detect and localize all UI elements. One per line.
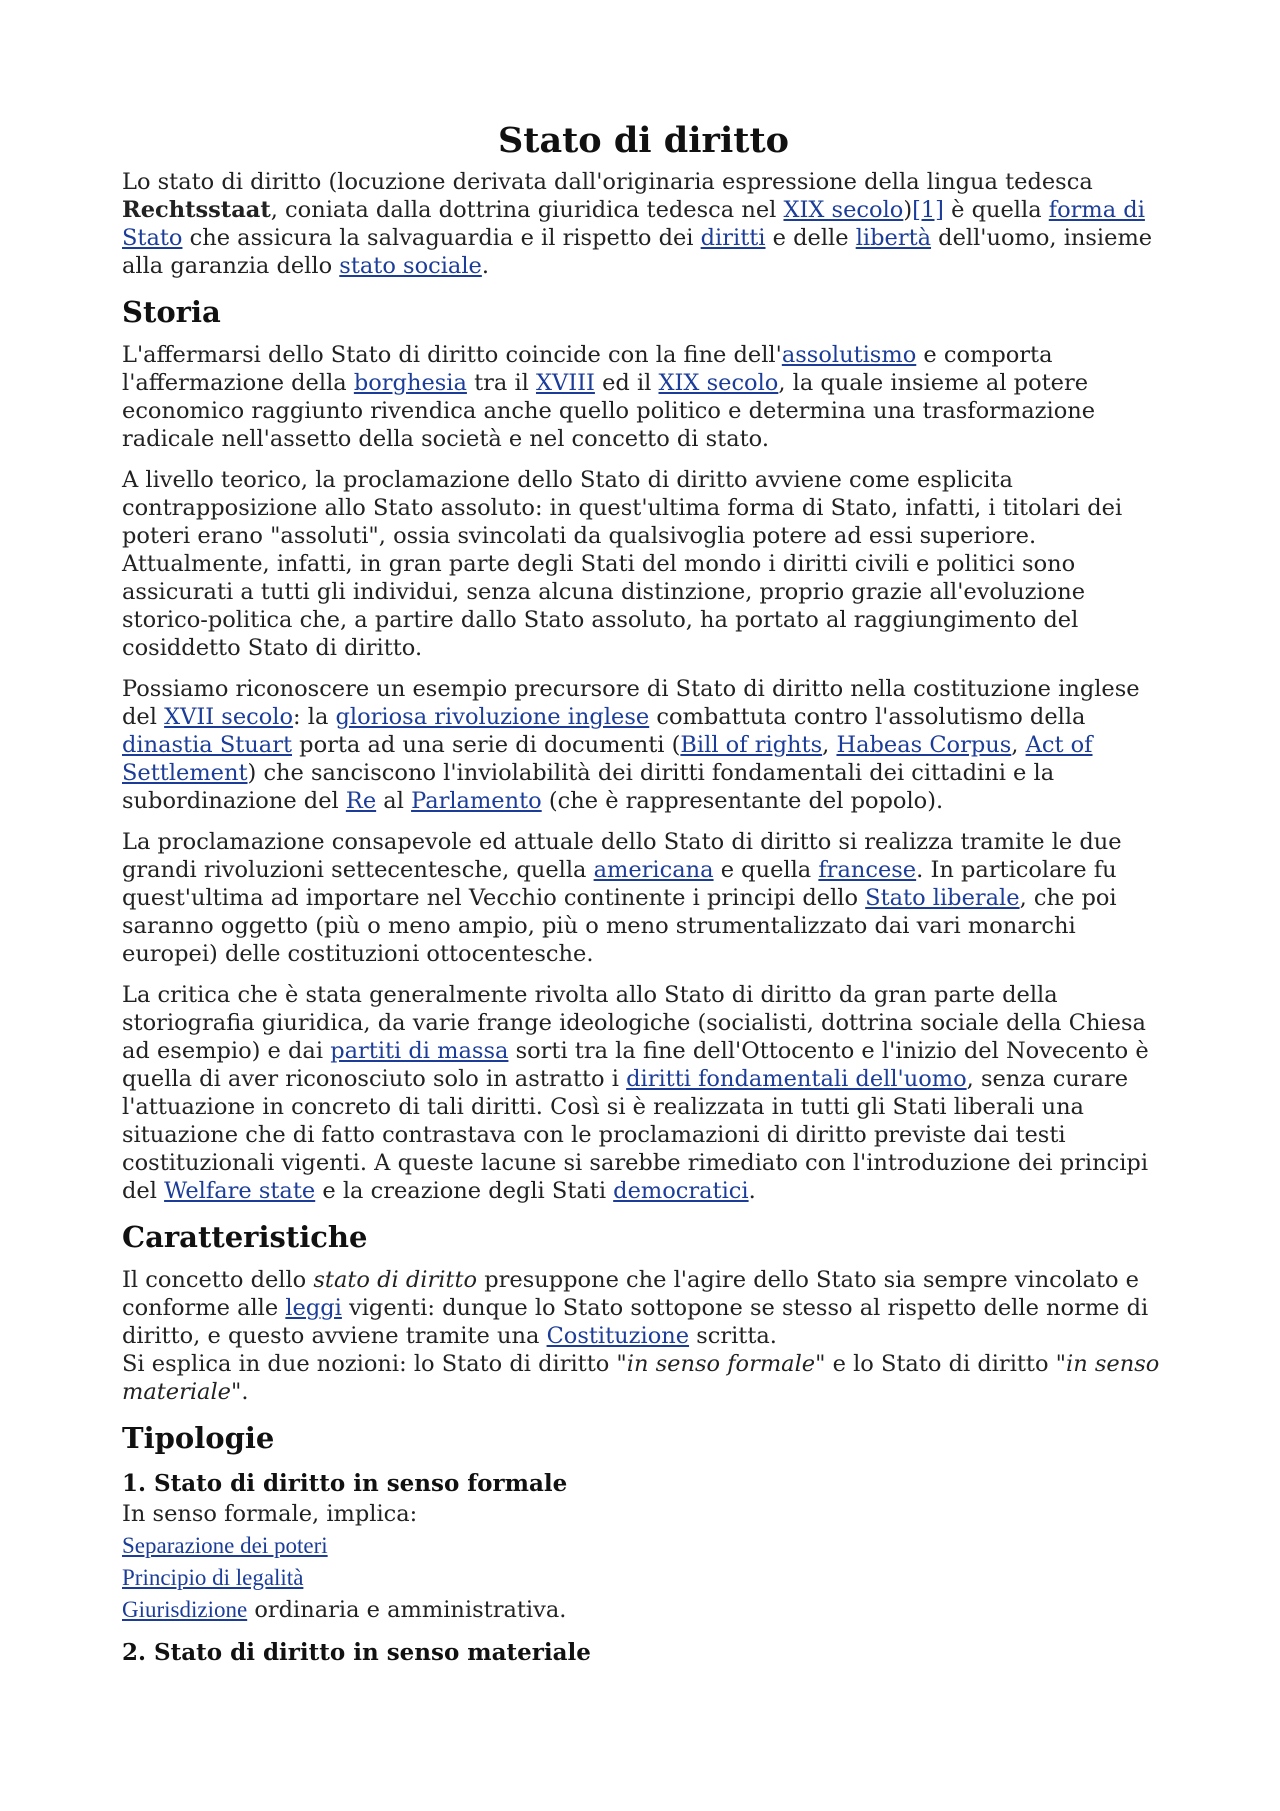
link-principio-di-legalita[interactable]: Principio di legalità (122, 1565, 304, 1590)
link-dinastia-stuart[interactable]: dinastia Stuart (122, 732, 293, 758)
link-costituzione[interactable]: Costituzione (546, 1323, 690, 1349)
link-welfare-state[interactable]: Welfare state (164, 1178, 316, 1204)
list-item (122, 1562, 1165, 1594)
link-xix-secolo[interactable]: XIX secolo (783, 197, 904, 223)
storia-paragraph-4: La proclamazione consapevole ed attuale dello Stato di diritto si realizza tramite le due grandi rivoluzioni settecentesche, quella americana e quella francese. In particolare fu quest'ultima ad importare nel Vecchio continente i principi dello Stato liberale, che poi saranno oggetto (più o meno ampio, più o meno strumentalizzato dai vari monarchi europei) delle costituzioni ottocentesche. (122, 829, 1122, 967)
senso-formale-intro: In senso formale, implica: (122, 1501, 418, 1527)
subheading-senso-materiale: 2. Stato di diritto in senso materiale (122, 1639, 591, 1666)
storia-paragraph-3: Possiamo riconoscere un esempio precursore di Stato di diritto nella costituzione inglese del XVII secolo: la gloriosa rivoluzione inglese combattuta contro l'assolutismo della dinastia Stuart porta ad una serie di documenti (Bill of rights, Habeas Corpus, Act of Settlement) che sanciscono l'inviolabilità dei diritti fondamentali dei cittadini e la subordinazione del Re al Parlamento (che è rappresentante del popolo). (122, 676, 1140, 814)
caratteristiche-paragraph: Il concetto dello stato di diritto presuppone che l'agire dello Stato sia sempre vincolato e conforme alle leggi vigenti: dunque lo Stato sottopone se stesso al rispetto delle norme di diritto, e questo avviene tramite una Costituzione scritta. Si esplica in due nozioni: lo Stato di diritto "in senso formale" e lo Stato di diritto "in senso materiale". (122, 1267, 1160, 1405)
link-parlamento[interactable]: Parlamento (411, 788, 542, 814)
link-re[interactable]: Re (345, 788, 377, 814)
link-borghesia[interactable]: borghesia (353, 370, 467, 396)
link-forma-di-stato[interactable]: forma di Stato (122, 197, 1145, 251)
rechtsstaat-term: Rechtsstaat (122, 197, 271, 223)
link-xviii[interactable]: XVIII (535, 370, 595, 396)
link-stato-sociale[interactable]: stato sociale (339, 253, 482, 279)
link-francese[interactable]: francese (818, 857, 917, 883)
section-heading-caratteristiche: Caratteristiche (122, 1220, 368, 1254)
link-giurisdizione[interactable]: Giurisdizione (122, 1597, 248, 1622)
intro-paragraph: Lo stato di diritto (locuzione derivata dall'originaria espressione della lingua tedesca Rechtsstaat, coniata dalla dottrina giuridica tedesca nel XIX secolo)[1] è quella forma di Stato che assicura la salvaguardia e il rispetto dei diritti e delle libertà dell'uomo, insieme alla garanzia dello stato sociale. (122, 169, 1153, 279)
link-act-of-settlement[interactable]: Act of Settlement (122, 732, 1093, 786)
subheading-senso-formale: 1. Stato di diritto in senso formale (122, 1470, 568, 1497)
storia-paragraph-5: La critica che è stata generalmente rivolta allo Stato di diritto da gran parte della storiografia giuridica, da varie frange ideologiche (socialisti, dottrina sociale della Chiesa ad esempio) e dai partiti di massa sorti tra la fine dell'Ottocento e l'inizio del Novecento è quella di aver riconosciuto solo in astratto i diritti fondamentali dell'uomo, senza curare l'attuazione in concreto di tali diritti. Così si è realizzata in tutti gli Stati liberali una situazione che di fatto contrastava con le proclamazioni di diritto previste dai testi costituzionali vigenti. A queste lacune si sarebbe rimediato con l'introduzione dei principi del Welfare state e la creazione degli Stati democratici. (122, 982, 1149, 1204)
link-americana[interactable]: americana (593, 857, 714, 883)
section-heading-storia: Storia (122, 295, 221, 329)
reference-1-link[interactable]: [1] (912, 197, 944, 223)
link-gloriosa-rivoluzione[interactable]: gloriosa rivoluzione inglese (335, 704, 650, 730)
link-leggi[interactable]: leggi (285, 1295, 342, 1321)
storia-paragraph-2: A livello teorico, la proclamazione dello Stato di diritto avviene come esplicita contrapposizione allo Stato assoluto: in quest'ultima forma di Stato, infatti, i titolari dei poteri erano "assoluti", ossia svincolati da qualsivoglia potere ad essi superiore. Attualmente, infatti, in gran parte degli Stati del mondo i diritti civili e politici sono assicurati a tutti gli individui, senza alcuna distinzione, proprio grazie all'evoluzione storico-politica che, a partire dallo Stato assoluto, ha portato al raggiungimento del cosiddetto Stato di diritto. (122, 467, 1123, 661)
link-liberta[interactable]: libertà (855, 225, 932, 251)
link-diritti[interactable]: diritti (700, 225, 766, 251)
link-partiti-di-massa[interactable]: partiti di massa (330, 1038, 509, 1064)
link-diritti-fondamentali[interactable]: diritti fondamentali dell'uomo (626, 1066, 967, 1092)
page-title: Stato di diritto (498, 120, 789, 161)
link-stato-liberale[interactable]: Stato liberale (865, 885, 1020, 911)
link-separazione-dei-poteri[interactable]: Separazione dei poteri (122, 1533, 328, 1558)
link-xvii-secolo[interactable]: XVII secolo (164, 704, 294, 730)
link-habeas-corpus[interactable]: Habeas Corpus (836, 732, 1012, 758)
section-heading-tipologie: Tipologie (122, 1421, 275, 1455)
list-item (122, 1530, 1165, 1562)
link-assolutismo[interactable]: assolutismo (781, 342, 917, 368)
storia-paragraph-1: L'affermarsi dello Stato di diritto coincide con la fine dell'assolutismo e comporta l'affermazione della borghesia tra il XVIII ed il XIX secolo, la quale insieme al potere economico raggiunto rivendica anche quello politico e determina una trasformazione radicale nell'assetto della società e nel concetto di stato. (122, 342, 1096, 452)
list-item: Giurisdizione ordinaria e amministrativa. (122, 1597, 567, 1623)
link-democratici[interactable]: democratici (613, 1178, 749, 1204)
link-bill-of-rights[interactable]: Bill of rights (680, 732, 823, 758)
link-xix-secolo-2[interactable]: XIX secolo (658, 370, 779, 396)
